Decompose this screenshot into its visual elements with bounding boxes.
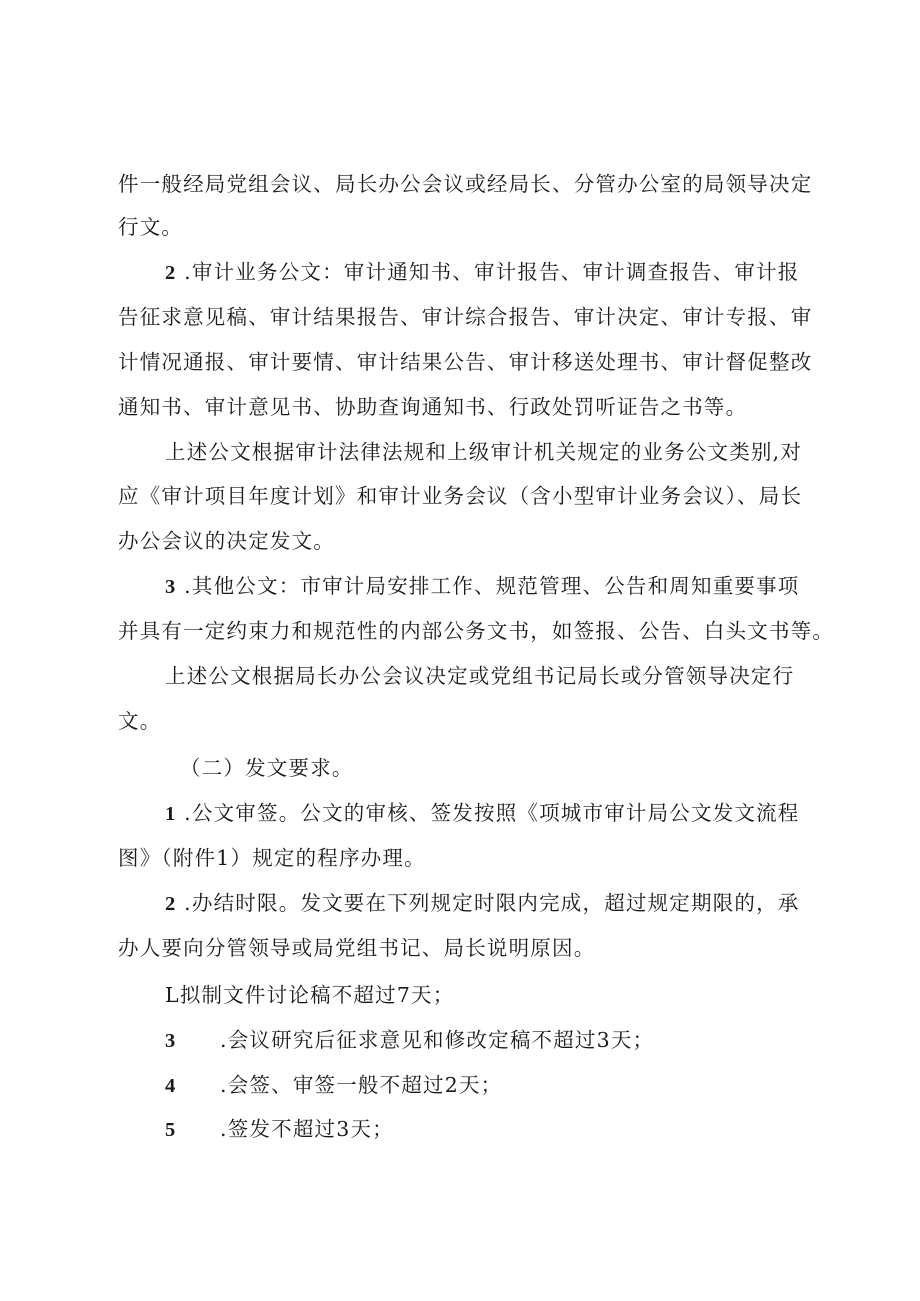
list-item-3: 3 .其他公文：市审计局安排工作、规范管理、公告和周知重要事项: [165, 571, 800, 602]
sub-item: L拟制文件讨论稿不超过7天；: [165, 983, 455, 1007]
paragraph-line: 图》（附件1）规定的程序办理。: [118, 846, 426, 870]
paragraph-line: 应《审计项目年度计划》和审计业务会议（含小型审计业务会议）、局长: [118, 484, 803, 508]
item-number: 3: [165, 1030, 177, 1052]
item-number: 5: [165, 1119, 177, 1141]
sub-item: [165, 1114, 394, 1145]
list-item-2b: 2 .办结时限。发文要在下列规定时限内完成，超过规定期限的，承: [165, 888, 800, 919]
paragraph-line: 告征求意见稿、审计结果报告、审计综合报告、审计决定、审计专报、审: [118, 305, 813, 329]
item-text: 审计业务公文：审计通知书、审计报告、审计调查报告、审计报: [191, 260, 800, 284]
paragraph-line: 上述公文根据审计法律法规和上级审计机关规定的业务公文类别,对: [165, 440, 803, 464]
sub-item: [165, 1025, 654, 1056]
item-number: 2: [165, 893, 177, 915]
item-text: .会议研究后征求意见和修改定稿不超过3天；: [220, 1028, 655, 1052]
item-number: 4: [165, 1075, 177, 1097]
item-number: 3: [165, 576, 177, 598]
list-item-1: 1 .公文审签。公文的审核、签发按照《项城市审计局公文发文流程: [165, 798, 800, 829]
paragraph-line: 通知书、审计意见书、协助查询通知书、行政处罚听证告之书等。: [118, 395, 748, 419]
paragraph-line: 办公会议的决定发文。: [118, 529, 335, 553]
item-number: 1: [165, 803, 177, 825]
item-text: .会签、审签一般不超过2天；: [220, 1073, 503, 1097]
item-text: 其他公文：市审计局安排工作、规范管理、公告和周知重要事项: [191, 574, 800, 598]
sub-item: [165, 1070, 502, 1101]
item-text: 办结时限。发文要在下列规定时限内完成，超过规定期限的，承: [191, 891, 800, 915]
section-heading: （二）发文要求。: [180, 756, 354, 780]
paragraph-line: 件一般经局党组会议、局长办公会议或经局长、分管办公室的局领导决定: [118, 172, 813, 196]
paragraph-line: 计情况通报、审计要情、审计结果公告、审计移送处理书、审计督促整改: [118, 350, 813, 374]
paragraph-line: 行文。: [118, 215, 184, 239]
paragraph-line: 文。: [118, 709, 162, 733]
paragraph-line: 上述公文根据局长办公会议决定或党组书记局长或分管领导决定行: [165, 664, 795, 688]
item-text: .签发不超过3天；: [220, 1117, 394, 1141]
paragraph-line: 并具有一定约束力和规范性的内部公务文书，如签报、公告、白头文书等。: [118, 619, 835, 643]
item-number: 2: [165, 262, 177, 284]
list-item-2: 2 .审计业务公文：审计通知书、审计报告、审计调查报告、审计报: [165, 257, 800, 288]
item-text: 公文审签。公文的审核、签发按照《项城市审计局公文发文流程: [191, 801, 800, 825]
paragraph-line: 办人要向分管领导或局党组书记、局长说明原因。: [118, 936, 596, 960]
